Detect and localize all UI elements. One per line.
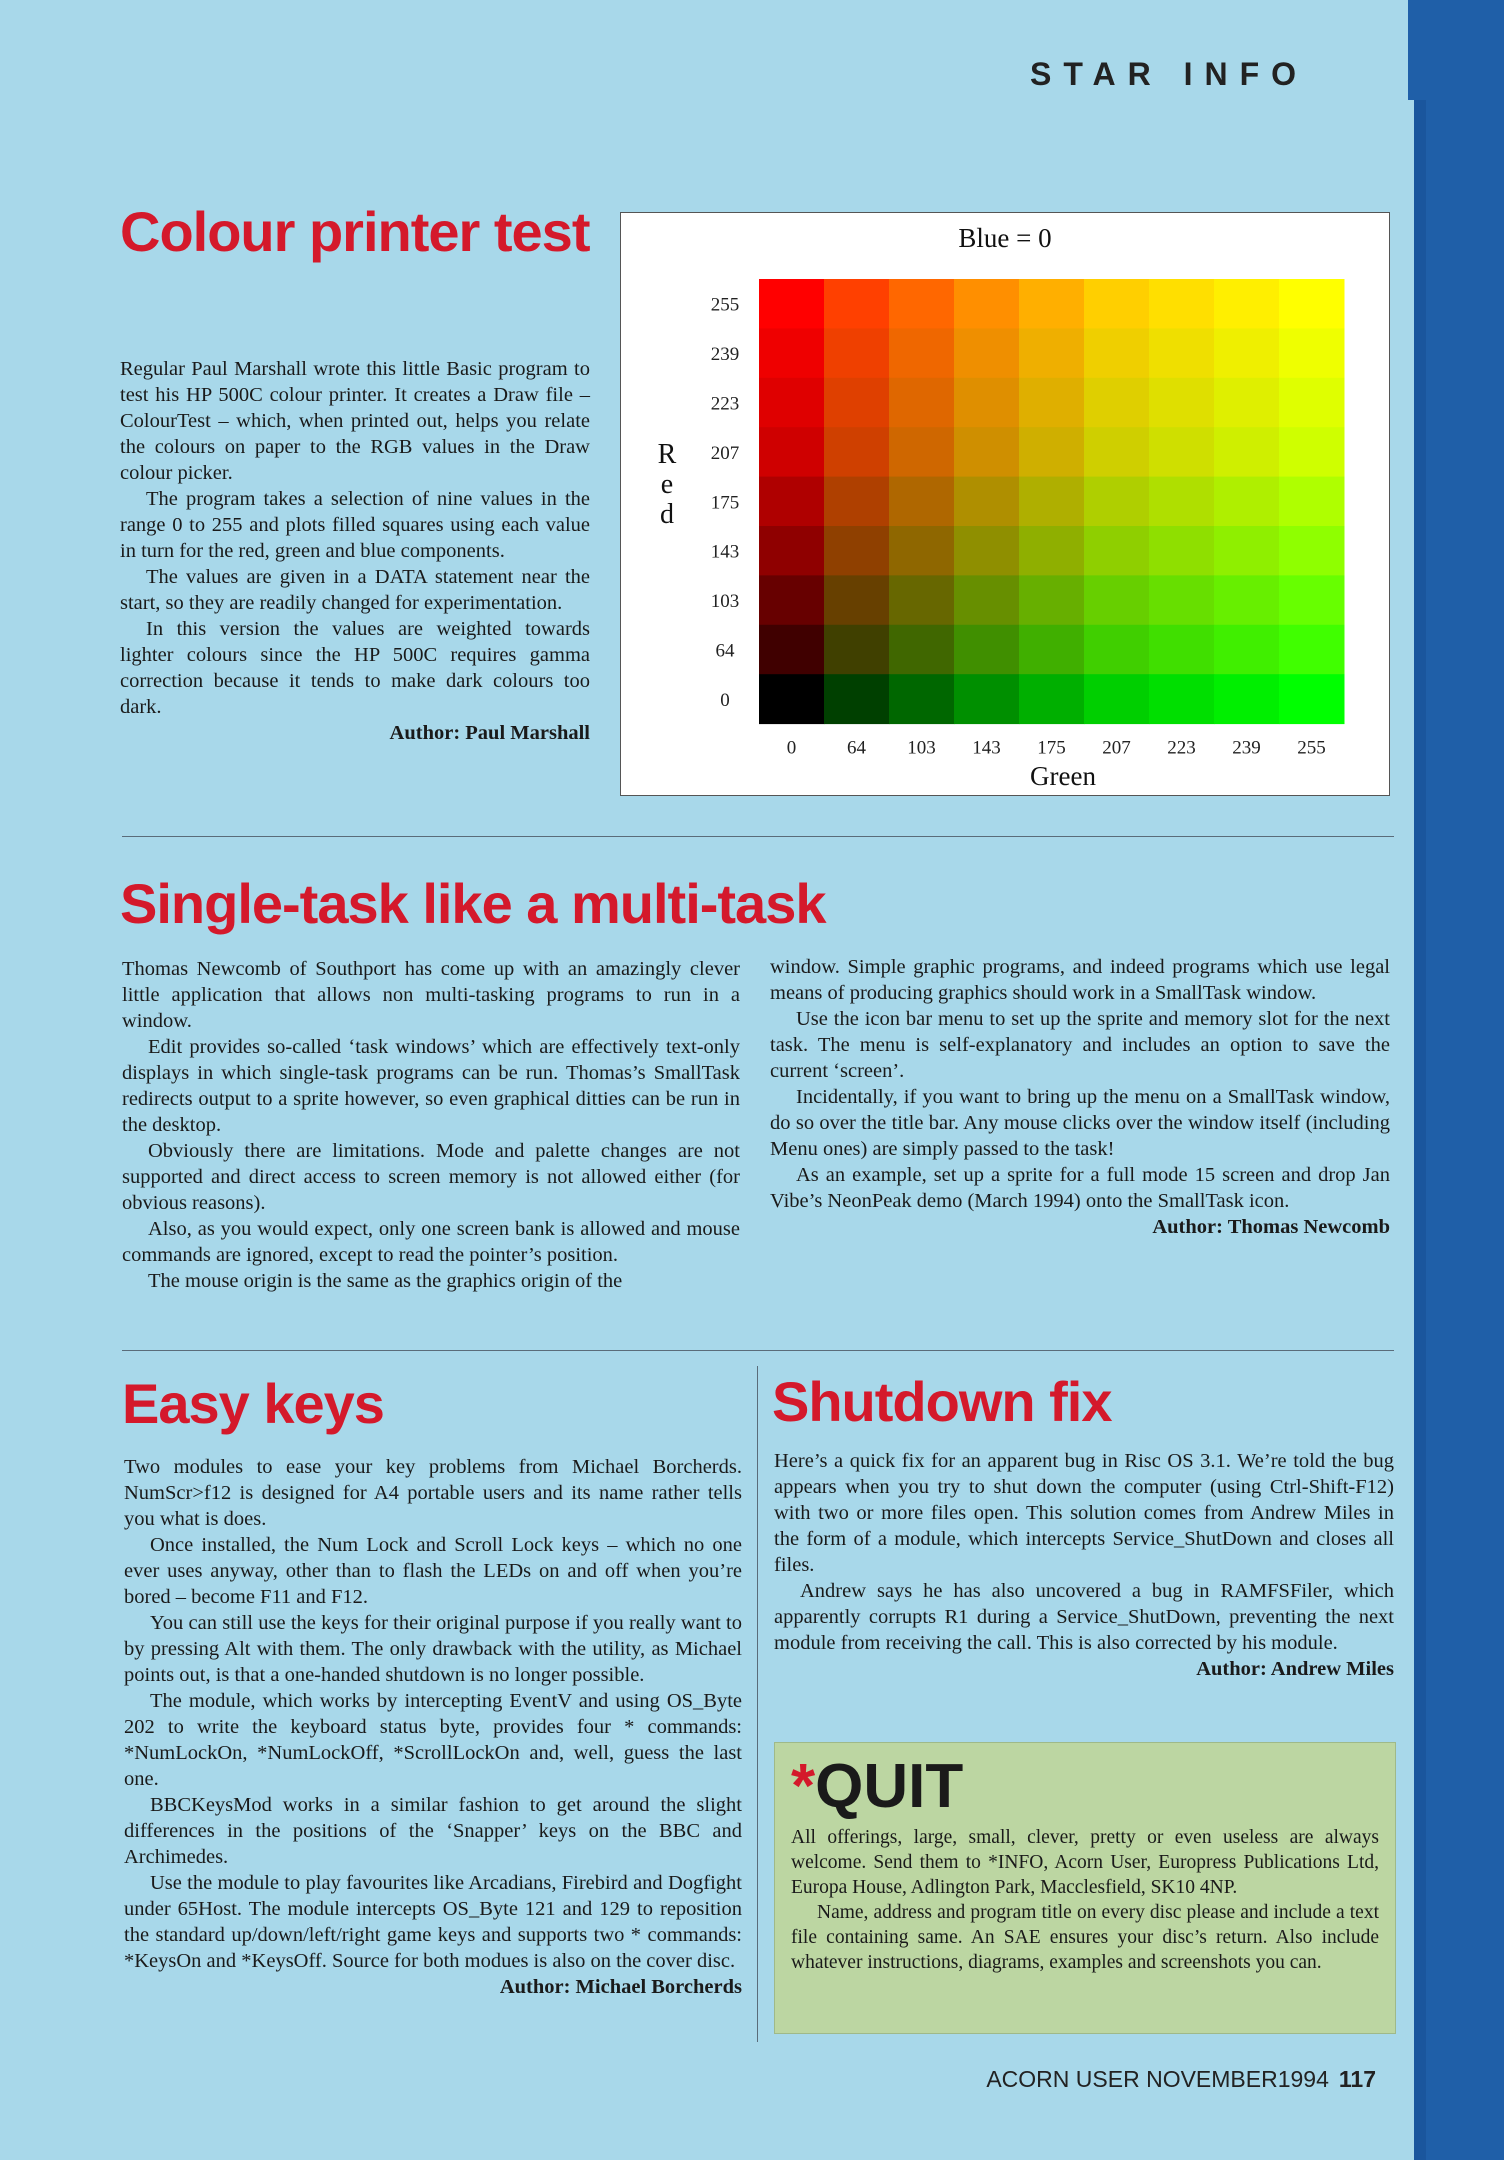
green-tick-label: 223: [1167, 737, 1196, 759]
colour-cell: [1149, 625, 1215, 675]
colour-cell: [1019, 575, 1085, 625]
paragraph: The module, which works by intercepting EventV and using OS_Byte 202 to write the keyboard status byte, provides four * commands: *NumLockOn, *NumLockOff, *ScrollLockOn and, well, guess the last one.: [124, 1690, 742, 1790]
colour-cell: [1084, 674, 1150, 724]
green-tick-label: 0: [786, 737, 797, 759]
colour-cell: [889, 526, 955, 576]
green-tick-label: 175: [1037, 737, 1066, 759]
colour-cell: [1084, 378, 1150, 428]
colour-cell: [1084, 625, 1150, 675]
colour-cell: [889, 279, 955, 329]
chart-title: Blue = 0: [958, 223, 1052, 253]
colour-cell: [889, 427, 955, 477]
colour-cell: [1279, 477, 1345, 527]
colour-cell: [954, 575, 1020, 625]
quit-heading: [791, 1751, 963, 1823]
green-tick-label: 207: [1102, 737, 1131, 759]
paragraph: window. Simple graphic programs, and indeed programs which use legal means of producing graphics should work in a SmallTask window.: [770, 956, 1390, 1004]
colour-cell: [954, 526, 1020, 576]
colour-cell: [954, 625, 1020, 675]
colour-cell: [954, 477, 1020, 527]
colour-cell: [1214, 279, 1280, 329]
easy-keys-title: Easy keys: [122, 1372, 384, 1435]
colour-cell: [1149, 279, 1215, 329]
colour-cell: [1279, 279, 1345, 329]
colour-cell: [824, 526, 890, 576]
author-credit: Author: Thomas Newcomb: [1152, 1216, 1390, 1238]
green-tick-label: 103: [907, 737, 936, 759]
paragraph: Andrew says he has also uncovered a bug in RAMFSFiler, which apparently corrupts R1 during a Service_ShutDown, preventing the next module from receiving the call. This is also corrected by his module.: [774, 1580, 1394, 1654]
colour-cell: [1019, 477, 1085, 527]
paragraph: The program takes a selection of nine values in the range 0 to 255 and plots filled squares using each value in turn for the red, green and blue components.: [120, 488, 590, 562]
green-tick-label: 239: [1232, 737, 1261, 759]
colour-cell: [1279, 674, 1345, 724]
colour-cell: [824, 674, 890, 724]
paragraph: Incidentally, if you want to bring up the menu on a SmallTask window, do so over the title bar. Any mouse clicks over the window itself (including Menu ones) are simply passed to the task!: [770, 1086, 1390, 1160]
colour-cell: [1214, 526, 1280, 576]
colour-cell: [824, 477, 890, 527]
easy-keys-body: [124, 1454, 742, 2000]
colour-cell: [759, 328, 825, 378]
colour-cell: [1279, 378, 1345, 428]
page-number: 117: [1338, 2066, 1376, 2092]
colour-test-title: Colour printer test: [120, 200, 590, 263]
green-tick-label: 64: [847, 737, 866, 759]
red-tick-label: 103: [710, 591, 740, 613]
y-axis-label-letter: e: [660, 469, 674, 500]
red-tick-label: 239: [710, 344, 740, 366]
section-label: STAR INFO: [1030, 56, 1309, 92]
y-axis-label-letter: R: [657, 439, 677, 470]
colour-cell: [759, 279, 825, 329]
colour-cell: [1149, 674, 1215, 724]
colour-cell: [824, 378, 890, 428]
colour-cell: [1019, 625, 1085, 675]
paragraph: The mouse origin is the same as the graphics origin of the: [148, 1270, 623, 1292]
colour-cell: [1149, 526, 1215, 576]
colour-cell: [1084, 328, 1150, 378]
colour-cell: [889, 575, 955, 625]
single-task-column-2: [770, 954, 1390, 1240]
star-icon: *: [791, 1752, 816, 1821]
colour-cell: [1084, 427, 1150, 477]
paragraph: As an example, set up a sprite for a full mode 15 screen and drop Jan Vibe’s NeonPeak demo (March 1994) onto the SmallTask icon.: [770, 1164, 1390, 1212]
colour-cell: [1214, 328, 1280, 378]
colour-cell: [1149, 328, 1215, 378]
colour-cell: [954, 328, 1020, 378]
author-credit: Author: Andrew Miles: [1196, 1658, 1394, 1680]
red-tick-label: 64: [715, 640, 735, 662]
colour-cell: [1084, 279, 1150, 329]
magazine-issue: ACORN USER NOVEMBER1994: [986, 2066, 1329, 2092]
colour-cell: [1019, 427, 1085, 477]
colour-cell: [759, 575, 825, 625]
shutdown-fix-title: Shutdown fix: [772, 1370, 1112, 1433]
colour-cell: [1019, 674, 1085, 724]
colour-cell: [1279, 575, 1345, 625]
colour-cell: [1084, 477, 1150, 527]
colour-cell: [824, 328, 890, 378]
paragraph: All offerings, large, small, clever, pretty or even useless are always welcome. Send them to *INFO, Acorn User, Europress Publications Ltd, Europa House, Adlington Park, Macclesfield, SK10 4NP.: [791, 1827, 1379, 1898]
colour-cell: [1084, 526, 1150, 576]
column-divider: [757, 1366, 758, 2042]
paragraph: Two modules to ease your key problems from Michael Borcherds. NumScr>f12 is designed for A4 portable users and its name rather tells you what is does.: [124, 1456, 742, 1530]
paragraph: Once installed, the Num Lock and Scroll Lock keys – which no one ever uses anyway, other than to flash the LEDs on and off when you’re bored – become F11 and F12.: [124, 1534, 742, 1608]
page-edge-tab: [1408, 0, 1414, 100]
paragraph: BBCKeysMod works in a similar fashion to get around the slight differences in the positions of the ‘Snapper’ keys on the BBC and Archimedes.: [124, 1794, 742, 1868]
colour-cell: [1019, 279, 1085, 329]
paragraph: Regular Paul Marshall wrote this little Basic program to test his HP 500C colour printer. It creates a Draw file – ColourTest – which, when printed out, helps you relate the colours on paper to the RGB values in the Draw colour picker.: [120, 358, 590, 484]
colour-cell: [954, 279, 1020, 329]
paragraph: Use the icon bar menu to set up the sprite and memory slot for the next task. The menu is self-explanatory and includes an option to save the current ‘screen’.: [770, 1008, 1390, 1082]
colour-cell: [889, 328, 955, 378]
red-tick-label: 175: [710, 492, 740, 514]
colour-cell: [1149, 477, 1215, 527]
colour-cell: [1149, 378, 1215, 428]
colour-cell: [954, 674, 1020, 724]
paragraph: Name, address and program title on every disc please and include a text file containing same. An SAE ensures your disc’s return. Also include whatever instructions, diagrams, examples and screenshots you can.: [791, 1902, 1379, 1973]
single-task-title: Single-task like a multi-task: [120, 872, 826, 935]
colour-cell: [759, 477, 825, 527]
divider: [122, 836, 1394, 837]
colour-cell: [1214, 625, 1280, 675]
page-edge-bar: [1414, 0, 1504, 2160]
paragraph: You can still use the keys for their original purpose if you really want to by pressing Alt with them. The only drawback with the utility, as Michael points out, is that a one-handed shutdown is no longer possible.: [124, 1612, 742, 1686]
page-edge-shadow: [1414, 100, 1426, 2160]
colour-cell: [759, 378, 825, 428]
paragraph: Use the module to play favourites like Arcadians, Firebird and Dogfight under 65Host. The module intercepts OS_Byte 121 and 129 to reposition the standard up/down/left/right game keys and supports two * commands: *KeysOn and *KeysOff. Source for both modues is also on the cover disc.: [124, 1872, 742, 1972]
colour-cell: [1214, 427, 1280, 477]
colour-cell: [1214, 575, 1280, 625]
quit-body: [791, 1825, 1379, 1975]
y-axis-label-letter: d: [660, 499, 674, 530]
colour-cell: [1084, 575, 1150, 625]
colour-cell: [889, 674, 955, 724]
paragraph: Thomas Newcomb of Southport has come up with an amazingly clever little application that allows non multi-tasking programs to run in a window.: [122, 958, 740, 1032]
quit-title: QUIT: [815, 1752, 964, 1821]
colour-cell: [759, 427, 825, 477]
colour-cell: [954, 378, 1020, 428]
shutdown-fix-body: [774, 1448, 1394, 1682]
colour-cell: [1214, 378, 1280, 428]
colour-cell: [1149, 575, 1215, 625]
colour-grid-chart: [620, 212, 1390, 796]
colour-cell: [824, 625, 890, 675]
page-footer: [986, 2066, 1376, 2093]
red-tick-label: 143: [710, 541, 740, 563]
x-axis-label: Green: [1030, 761, 1096, 791]
colour-cell: [759, 674, 825, 724]
colour-cell: [1279, 625, 1345, 675]
colour-cell: [954, 427, 1020, 477]
divider: [122, 1350, 1394, 1351]
red-tick-label: 0: [720, 689, 730, 711]
author-credit: Author: Paul Marshall: [389, 722, 590, 744]
paragraph: Obviously there are limitations. Mode and palette changes are not supported and direct access to screen memory is not allowed either (for obvious reasons).: [122, 1140, 740, 1214]
colour-cell: [1019, 526, 1085, 576]
paragraph: Here’s a quick fix for an apparent bug in Risc OS 3.1. We’re told the bug appears when you try to shut down the computer (using Ctrl-Shift-F12) with two or more files open. This solution comes from Andrew Miles in the form of a module, which intercepts Service_ShutDown and closes all files.: [774, 1450, 1394, 1576]
colour-cell: [1279, 328, 1345, 378]
single-task-column-1: [122, 956, 740, 1294]
colour-cell: [824, 279, 890, 329]
red-tick-label: 255: [710, 294, 740, 316]
red-tick-label: 207: [710, 442, 740, 464]
colour-cell: [1214, 674, 1280, 724]
colour-cell: [889, 477, 955, 527]
colour-cell: [824, 575, 890, 625]
colour-test-body: [120, 356, 590, 746]
colour-cell: [1019, 378, 1085, 428]
colour-cell: [759, 526, 825, 576]
paragraph: Edit provides so-called ‘task windows’ which are effectively text-only displays in which single-task programs can be run. Thomas’s SmallTask redirects output to a sprite however, so even graphical ditties can be run in the desktop.: [122, 1036, 740, 1136]
colour-cell: [1149, 427, 1215, 477]
colour-cell: [1214, 477, 1280, 527]
colour-cell: [1279, 526, 1345, 576]
colour-cell: [759, 625, 825, 675]
green-tick-label: 143: [972, 737, 1001, 759]
author-credit: Author: Michael Borcherds: [499, 1976, 742, 1998]
quit-box: [774, 1742, 1396, 2034]
colour-cell: [889, 625, 955, 675]
colour-cell: [1279, 427, 1345, 477]
paragraph: The values are given in a DATA statement near the start, so they are readily changed for experimentation.: [120, 566, 590, 614]
colour-cell: [1019, 328, 1085, 378]
colour-cell: [824, 427, 890, 477]
colour-grid-svg: [621, 213, 1389, 795]
green-tick-label: 255: [1297, 737, 1326, 759]
paragraph: In this version the values are weighted towards lighter colours since the HP 500C requires gamma correction because it tends to make dark colours too dark.: [120, 618, 590, 718]
colour-cell: [889, 378, 955, 428]
red-tick-label: 223: [710, 393, 740, 415]
paragraph: Also, as you would expect, only one screen bank is allowed and mouse commands are ignored, except to read the pointer’s position.: [122, 1218, 740, 1266]
